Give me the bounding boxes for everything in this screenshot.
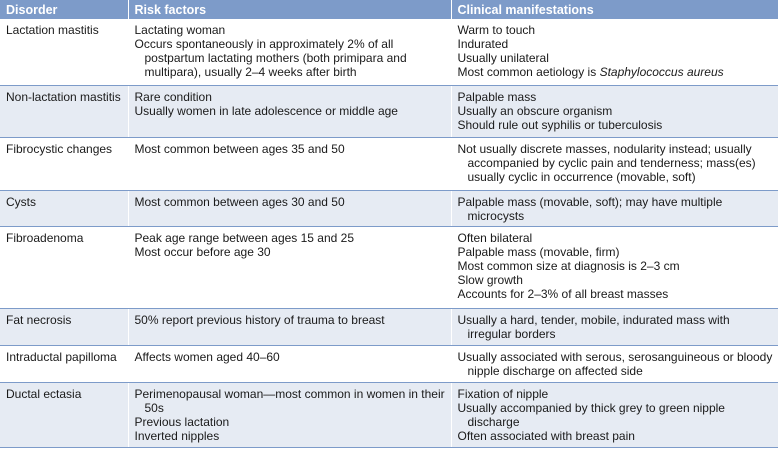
risk-factors-cell xyxy=(128,226,451,308)
clinical-cell xyxy=(451,19,778,85)
list-item: 50% report previous history of trauma to breast xyxy=(134,312,385,327)
risk-factors-cell xyxy=(128,382,451,447)
clinical-cell xyxy=(451,345,778,382)
list-item: Most common between ages 35 and 50 xyxy=(134,141,345,156)
list-item: Not usually discrete masses, nodularity instead; usually accompanied by cyclic pain and tenderness; mass(es) usually cyclic in occurrence (movable, soft) xyxy=(457,141,756,184)
clinical-cell xyxy=(451,85,778,137)
list-item: Previous lactation xyxy=(134,414,230,429)
table-row xyxy=(0,308,778,345)
disorder-cell: Fibrocystic changes xyxy=(0,137,128,190)
list-item: Usually an obscure organism xyxy=(457,103,613,118)
list-item: Slow growth xyxy=(457,272,523,287)
table-row xyxy=(0,137,778,190)
list-item: Lactating woman xyxy=(134,23,226,37)
list-item: Usually a hard, tender, mobile, indurated mass with irregular borders xyxy=(457,312,730,341)
list-item: Affects women aged 40–60 xyxy=(134,349,280,364)
list-item: Warm to touch xyxy=(457,23,536,37)
clinical-cell xyxy=(451,382,778,447)
list-item: Most occur before age 30 xyxy=(134,244,271,259)
risk-factors-cell xyxy=(128,190,451,226)
disorder-cell: Fat necrosis xyxy=(0,308,128,345)
list-item: Most common size at diagnosis is 2–3 cm xyxy=(457,258,680,273)
list-item: Usually associated with serous, serosanguineous or bloody nipple discharge on affected side xyxy=(457,349,773,378)
clinical-cell xyxy=(451,190,778,226)
header-clinical-manifestations: Clinical manifestations xyxy=(451,0,778,19)
header-disorder: Disorder xyxy=(0,0,128,19)
table-row xyxy=(0,19,778,85)
list-item: Occurs spontaneously in approximately 2% of all postpartum lactating mothers (both primipara and multipara), usually 2–4 weeks after birth xyxy=(134,37,407,79)
risk-factors-cell xyxy=(128,308,451,345)
table-row xyxy=(0,345,778,382)
disorder-cell: Lactation mastitis xyxy=(0,19,128,85)
table-row xyxy=(0,382,778,447)
list-item: Palpable mass (movable, firm) xyxy=(457,244,620,259)
risk-factors-cell xyxy=(128,85,451,137)
disorder-cell: Intraductal papilloma xyxy=(0,345,128,382)
list-item: Accounts for 2–3% of all breast masses xyxy=(457,286,669,301)
list-item: Palpable mass xyxy=(457,89,537,104)
header-row xyxy=(0,0,778,19)
list-item: Palpable mass (movable, soft); may have multiple microcysts xyxy=(457,194,723,223)
list-item: Usually unilateral xyxy=(457,51,549,65)
risk-factors-cell xyxy=(128,19,451,85)
list-item: Fixation of nipple xyxy=(457,386,549,401)
disorder-cell: Cysts xyxy=(0,190,128,226)
clinical-cell xyxy=(451,308,778,345)
list-item: Inverted nipples xyxy=(134,428,220,443)
organism-name: Staphylococcus aureus xyxy=(599,65,724,79)
disorder-cell: Fibroadenoma xyxy=(0,226,128,308)
header-risk-factors: Risk factors xyxy=(128,0,451,19)
list-item: Rare condition xyxy=(134,89,212,104)
disorder-cell: Ductal ectasia xyxy=(0,382,128,447)
clinical-cell xyxy=(451,226,778,308)
disorder-cell: Non-lactation mastitis xyxy=(0,85,128,137)
table-row xyxy=(0,226,778,308)
list-item: Often bilateral xyxy=(457,230,533,245)
list-item: Peak age range between ages 15 and 25 xyxy=(134,230,355,245)
list-item xyxy=(458,65,777,79)
list-item: Often associated with breast pain xyxy=(457,428,635,443)
aetiology-text: Most common aetiology is xyxy=(457,65,600,79)
table-row xyxy=(0,190,778,226)
list-item: Usually accompanied by thick grey to green nipple discharge xyxy=(457,400,725,429)
table-row xyxy=(0,85,778,137)
list-item: Usually women in late adolescence or middle age xyxy=(134,103,398,118)
risk-factors-cell xyxy=(128,345,451,382)
risk-factors-cell xyxy=(128,137,451,190)
list-item: Should rule out syphilis or tuberculosis xyxy=(457,117,663,132)
list-item: Perimenopausal woman—most common in women in their 50s xyxy=(134,386,445,415)
list-item: Most common between ages 30 and 50 xyxy=(134,194,345,209)
clinical-cell xyxy=(451,137,778,190)
list-item: Indurated xyxy=(457,37,509,51)
